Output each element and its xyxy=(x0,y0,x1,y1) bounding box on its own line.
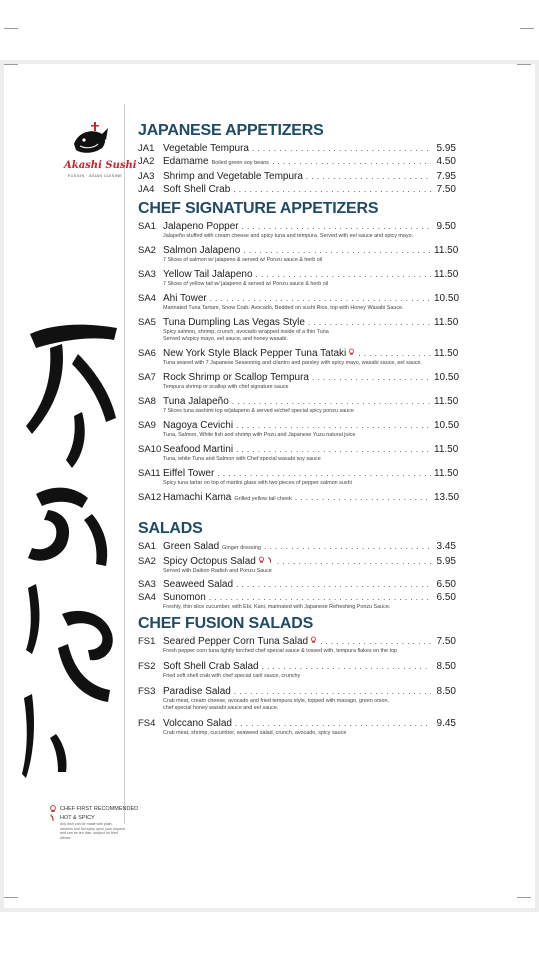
chef-hat-icon xyxy=(258,556,265,564)
menu-item xyxy=(138,419,460,439)
item-code: SA6 xyxy=(138,348,156,359)
section-chef-fusion-salads xyxy=(138,613,456,737)
item-code: FS4 xyxy=(138,718,156,729)
legend-note: Any dish can be made with plain, medium and hot spicy upon your request and can be ten dish, subject for fried dishes xyxy=(60,822,125,840)
item-name: Spicy Octopus Salad xyxy=(163,556,256,567)
section-chef-signature-appetizers xyxy=(138,198,460,506)
item-name: Seaweed Salad xyxy=(163,579,234,590)
item-price: 11.50 xyxy=(434,396,459,407)
item-price: 6.50 xyxy=(436,592,456,603)
item-price: 8.50 xyxy=(436,686,456,697)
crop-mark xyxy=(517,64,531,78)
item-name: Eiffel Tower xyxy=(163,468,215,479)
item-name: Green Salad xyxy=(163,541,220,552)
item-description: Spicy tuna tartar on top of martini glass with two pieces of pepper salmon sushi xyxy=(163,480,352,486)
item-description-line2: chef special honey wasabi sauce and eel sauce. xyxy=(163,705,279,711)
leader-dots xyxy=(210,292,431,305)
menu-item xyxy=(138,467,459,487)
calligraphy-art xyxy=(22,314,122,784)
menu-item xyxy=(138,292,460,312)
section-title: CHEF FUSION SALADS xyxy=(138,615,314,632)
item-description: Marinated Tuna Tartare, Snow Crab, Avocado, Bedded on sushi Rice, top with Honey Wasabi Sauce. xyxy=(163,305,404,311)
item-name: Yellow Tail Jalapeno xyxy=(163,269,253,280)
item-price: 11.50 xyxy=(434,468,459,479)
item-name: Jalapeno Popper xyxy=(163,221,239,232)
item-price: 5.95 xyxy=(436,556,456,567)
item-name: Soft Shell Crab Salad xyxy=(163,661,259,672)
section-japanese-appetizers xyxy=(138,120,456,196)
leader-dots xyxy=(262,660,431,673)
chef-hat-icon xyxy=(348,348,355,356)
item-inline-desc: Boiled green soy beans xyxy=(211,160,270,166)
item-price: 5.95 xyxy=(436,143,456,154)
item-code: SA2 xyxy=(138,556,156,567)
section-salads xyxy=(138,518,456,611)
item-name: Paradise Salad xyxy=(163,686,231,697)
item-code: SA7 xyxy=(138,372,156,383)
item-code: SA4 xyxy=(138,592,156,603)
item-price: 11.50 xyxy=(434,348,459,359)
legend-hot xyxy=(49,813,129,822)
legend-chef-label: CHEF FIRST RECOMMENDED xyxy=(60,805,139,812)
item-code: SA11 xyxy=(138,468,161,479)
item-price: 11.50 xyxy=(434,317,459,328)
item-name: New York Style Black Pepper Tuna Tataki xyxy=(163,348,347,359)
item-name: Tuna Dumpling Las Vegas Style xyxy=(163,317,305,328)
item-description: Fresh pepper corn tuna lightly torched chef special sauce & tossed with, tempura flakes on the top xyxy=(163,648,398,654)
item-name: Soft Shell Crab xyxy=(163,184,231,195)
item-description: Fried soft shell crab with chef special caril sauce, crunchy xyxy=(163,673,301,679)
menu-item xyxy=(138,685,456,712)
section-title: CHEF SIGNATURE APPETIZERS xyxy=(138,200,379,217)
leader-dots xyxy=(236,419,431,432)
item-name: Vegetable Tempura xyxy=(163,143,249,154)
item-name: Edamame xyxy=(163,156,209,167)
leader-dots xyxy=(232,395,431,408)
leader-dots xyxy=(209,591,431,604)
menu-item xyxy=(138,443,459,463)
item-code: SA4 xyxy=(138,293,156,304)
item-code: SA5 xyxy=(138,317,156,328)
leader-dots xyxy=(235,717,431,730)
item-name: Hamachi Kama xyxy=(163,492,232,503)
menu-item xyxy=(138,371,460,391)
item-code: JA3 xyxy=(138,171,155,182)
menu-item xyxy=(138,555,456,575)
item-code: SA9 xyxy=(138,420,156,431)
item-description: Crab meat, shrimp, cucumber, seaweed salad, crunch, avocado, spicy sauce xyxy=(163,730,347,736)
menu-item xyxy=(138,183,456,196)
item-price: 10.50 xyxy=(434,293,460,304)
menu-item xyxy=(138,540,456,555)
item-code: JA2 xyxy=(138,156,155,167)
legend-hot-label: HOT & SPICY xyxy=(60,814,95,821)
leader-dots xyxy=(236,443,431,456)
item-name: Volccano Salad xyxy=(163,718,232,729)
item-name: Seared Pepper Corn Tuna Salad xyxy=(163,636,309,647)
menu-item xyxy=(138,635,456,655)
leader-dots xyxy=(242,220,431,233)
section-title: JAPANESE APPETIZERS xyxy=(138,122,324,139)
section-title: SALADS xyxy=(138,520,203,537)
item-price: 7.95 xyxy=(436,171,456,182)
item-description: Spicy salmon, shrimp, crunch, avocado wrapped inside of a thin Tuna xyxy=(163,329,329,335)
leader-dots xyxy=(256,268,431,281)
item-price: 11.50 xyxy=(434,245,459,256)
item-code: SA12 xyxy=(138,492,162,503)
legend-chef xyxy=(49,804,139,813)
item-description: Served with Daikon Radish and Ponzu Sauce xyxy=(163,568,272,574)
item-description: Crab meat, cream cheese, avocado and fried tempura style, topped with masago, green onion, xyxy=(163,698,389,704)
leader-dots xyxy=(243,244,431,257)
item-price: 7.50 xyxy=(436,184,456,195)
item-name: Sunomon xyxy=(163,592,206,603)
item-description: 7 Slices of yellow tail w/ jalapeno & served w/ Ponzu sauce & herb oil xyxy=(163,281,329,287)
leader-dots xyxy=(264,540,431,553)
menu-item xyxy=(138,268,459,288)
item-code: FS1 xyxy=(138,636,156,647)
vertical-divider xyxy=(124,104,125,824)
leader-dots xyxy=(277,555,431,568)
chili-pepper-icon xyxy=(267,556,274,564)
leader-dots xyxy=(233,183,431,196)
item-price: 11.50 xyxy=(434,444,459,455)
brand-subtitle: FUSION · ASIAN CUISINE xyxy=(67,173,123,178)
item-name: Seafood Martini xyxy=(163,444,234,455)
brand-name: Akashi Sushi xyxy=(64,160,137,171)
item-code: SA3 xyxy=(138,269,156,280)
item-code: FS3 xyxy=(138,686,156,697)
item-name: Ahi Tower xyxy=(163,293,207,304)
item-description-line2: Served w/spicy mayo, eel sauce, and honey wasabi. xyxy=(163,336,288,342)
item-description: Freshly, thin slice cucumber, with Ebi, Kani, marinated with Japanese Refreshing Ponzu Sauce. xyxy=(163,604,391,610)
item-description: Tuna, Salmon, White fish and shrimp with Pozu and Japanese Yuzu natural juice xyxy=(163,432,356,438)
item-price: 13.50 xyxy=(434,492,460,503)
item-code: SA10 xyxy=(138,444,162,455)
item-description: 7 Slices of salmon w/ jalapeno & served w/ Ponzu sauce & herb oil xyxy=(163,257,323,263)
leader-dots xyxy=(308,316,431,329)
bottom-strip xyxy=(0,912,539,960)
menu-item xyxy=(138,347,459,367)
item-price: 10.50 xyxy=(434,420,460,431)
item-price: 9.45 xyxy=(436,718,456,729)
menu-item xyxy=(138,142,456,155)
item-name: Tuna Jalapeño xyxy=(163,396,229,407)
crop-mark xyxy=(4,884,18,898)
item-price: 9.50 xyxy=(436,221,456,232)
menu-item xyxy=(138,316,459,343)
menu-item xyxy=(138,155,456,170)
leader-dots xyxy=(252,142,431,155)
item-code: JA1 xyxy=(138,143,155,154)
leader-dots xyxy=(217,467,431,480)
item-price: 7.50 xyxy=(436,636,456,647)
leader-dots xyxy=(295,491,431,504)
item-code: SA3 xyxy=(138,579,156,590)
chili-pepper-icon xyxy=(49,814,57,822)
crop-mark xyxy=(4,64,18,78)
chef-hat-icon xyxy=(49,805,57,813)
crop-mark xyxy=(4,28,18,42)
leader-dots xyxy=(272,155,431,168)
item-name: Rock Shrimp or Scallop Tempura xyxy=(163,372,309,383)
chef-hat-icon xyxy=(310,636,317,644)
item-price: 6.50 xyxy=(436,579,456,590)
item-description: Tempura shrimp or scallop with chef signature sauce xyxy=(163,384,289,390)
leader-dots xyxy=(236,578,431,591)
menu-page xyxy=(4,64,535,908)
restaurant-logo xyxy=(64,120,137,184)
item-description: Jalapeño stuffed with cream cheese and spicy tuna and tempura. Served with eel sauce and spicy mayo. xyxy=(163,233,414,239)
item-code: SA1 xyxy=(138,221,156,232)
item-price: 10.50 xyxy=(434,372,460,383)
item-description: 7 Slices tuna sashimi top w/jalapeno & served w/chef special spicy ponzu sauce xyxy=(163,408,354,414)
item-code: SA8 xyxy=(138,396,156,407)
fish-logo-icon xyxy=(70,122,110,162)
item-price: 8.50 xyxy=(436,661,456,672)
menu-item xyxy=(138,220,456,240)
leader-dots xyxy=(358,347,431,360)
crop-mark xyxy=(520,28,534,42)
item-name: Nagoya Cevichi xyxy=(163,420,234,431)
menu-item xyxy=(138,491,460,506)
item-description: Tuna, white Tuna and Salmon with Chef special wasabi soy sauce xyxy=(163,456,321,462)
item-description: Tuna seared with 7 Japanese Seasoning and cilantro and parsley with spicy mayo, wasabi sauce, eel sauce. xyxy=(163,360,423,366)
leader-dots xyxy=(234,685,431,698)
item-price: 3.45 xyxy=(436,541,456,552)
item-price: 4.50 xyxy=(436,156,456,167)
item-price: 11.50 xyxy=(434,269,459,280)
item-code: SA1 xyxy=(138,541,156,552)
item-inline-desc: Grilled yellow tail cheek xyxy=(234,496,292,502)
legend xyxy=(49,804,139,840)
leader-dots xyxy=(312,371,431,384)
menu-item xyxy=(138,578,456,591)
item-code: SA2 xyxy=(138,245,156,256)
leader-dots xyxy=(306,170,431,183)
menu-content xyxy=(138,120,460,737)
menu-item xyxy=(138,395,459,415)
leader-dots xyxy=(320,635,431,648)
item-code: FS2 xyxy=(138,661,156,672)
menu-item xyxy=(138,170,456,183)
item-inline-desc: Ginger dressing xyxy=(222,545,261,551)
menu-item xyxy=(138,717,456,737)
crop-mark xyxy=(517,884,531,898)
item-code: JA4 xyxy=(138,184,155,195)
item-name: Salmon Jalapeno xyxy=(163,245,241,256)
top-strip xyxy=(0,0,539,60)
menu-item xyxy=(138,591,456,611)
item-name: Shrimp and Vegetable Tempura xyxy=(163,171,303,182)
menu-item xyxy=(138,660,456,680)
menu-item xyxy=(138,244,459,264)
